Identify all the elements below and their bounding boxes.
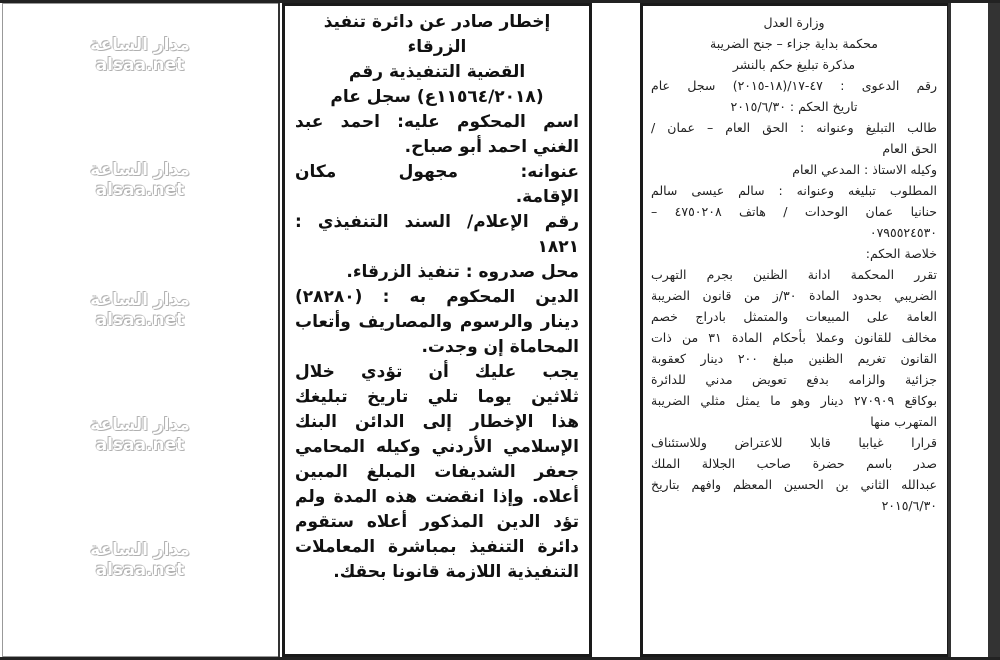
text-line: ١٨٢١ bbox=[537, 237, 579, 257]
text-line: الإسلامي الأردني وكيله المحامي bbox=[295, 437, 579, 457]
text-line: اسم المحكوم عليه: احمد عبد bbox=[295, 112, 579, 132]
text-line: هذا الإخطار إلى الدائن البنك bbox=[295, 412, 579, 432]
execution-notice-box bbox=[282, 3, 592, 657]
text-line: جعفر الشديفات المبلغ المبين bbox=[295, 462, 579, 482]
watermark-arabic: مدار الساعة bbox=[90, 35, 190, 55]
text-line: الحق العام bbox=[882, 141, 937, 156]
text-line: جزائية والزامه بدفع تعويض مدني للدائرة bbox=[651, 372, 937, 387]
watermark-latin: alsaa.net bbox=[95, 55, 185, 75]
text-line: محل صدروه : تنفيذ الزرقاء. bbox=[346, 262, 579, 282]
text-line: رقم الإعلام/ السند التنفيذي : bbox=[295, 212, 579, 232]
watermark bbox=[85, 35, 195, 75]
text-line: القضية التنفيذية رقم bbox=[348, 62, 526, 82]
watermark-arabic: مدار الساعة bbox=[90, 290, 190, 310]
watermark bbox=[85, 290, 195, 330]
watermark-latin: alsaa.net bbox=[95, 435, 185, 455]
text-line: عنوانه: مجهول مكان bbox=[295, 162, 579, 182]
watermark bbox=[85, 415, 195, 455]
text-line: صدر باسم حضرة صاحب الجلالة الملك bbox=[651, 456, 937, 471]
execution-notice-text bbox=[295, 10, 579, 585]
watermark-arabic: مدار الساعة bbox=[90, 160, 190, 180]
text-line: مذكرة تبليغ حكم بالنشر bbox=[732, 57, 856, 72]
watermark-latin: alsaa.net bbox=[95, 180, 185, 200]
court-notice-box bbox=[640, 3, 950, 657]
text-line: مخالف للقانون وعملا بأحكام المادة ٣١ من ذات bbox=[651, 330, 937, 345]
text-line: حنانيا عمان الوحدات / هاتف ٤٧٥٠٢٠٨ – bbox=[651, 204, 937, 219]
watermark-latin: alsaa.net bbox=[95, 560, 185, 580]
text-line: بوكاقع ٢٧٠٩٠٩ دينار وهو ما يمثل مثلي الضريبة bbox=[651, 393, 937, 408]
divider bbox=[948, 3, 951, 657]
text-line: محكمة بداية جزاء – جنح الضريبة bbox=[710, 36, 878, 51]
text-line: عبدالله الثاني بن الحسين المعظم وافهم بتاريخ bbox=[651, 477, 937, 492]
watermark-arabic: مدار الساعة bbox=[90, 540, 190, 560]
text-line: تقرر المحكمة ادانة الظنين بجرم التهرب bbox=[651, 267, 937, 282]
watermark bbox=[85, 160, 195, 200]
text-line: التنفيذية اللازمة قانونا بحقك. bbox=[333, 562, 579, 582]
text-line: دائرة التنفيذ بمباشرة المعاملات bbox=[295, 537, 579, 557]
text-line: دينار والرسوم والمصاريف وأتعاب bbox=[295, 312, 579, 332]
text-line: أعلاه. وإذا انقضت هذه المدة ولم bbox=[295, 487, 579, 507]
text-line: ثلاثين يوما تلي تاريخ تبليغك bbox=[295, 387, 579, 407]
court-notice-text bbox=[651, 12, 937, 516]
text-line: الزرقاء bbox=[407, 37, 467, 57]
text-line: العامة على المبيعات والمتمثل بادراج خصم bbox=[651, 309, 937, 324]
text-line: طالب التبليغ وعنوانه : الحق العام – عمان / bbox=[651, 120, 937, 135]
text-line: قرارا غيابيا قابلا للاعتراض وللاستئناف bbox=[651, 435, 937, 450]
text-line: تؤد الدين المذكور أعلاه ستقوم bbox=[295, 512, 579, 532]
text-line: الإقامة. bbox=[515, 187, 579, 207]
text-line: الغني احمد أبو صباح. bbox=[404, 137, 579, 157]
text-line: (١١٥٦٤/٢٠١٨ع) سجل عام bbox=[330, 87, 544, 107]
text-line: المطلوب تبليغه وعنوانه : سالم عيسى سالم bbox=[651, 183, 937, 198]
text-line: المتهرب منها bbox=[870, 414, 937, 429]
watermark-arabic: مدار الساعة bbox=[90, 415, 190, 435]
divider bbox=[278, 3, 280, 657]
text-line: ٠٧٩٥٥٢٤٥٣٠ bbox=[869, 225, 937, 240]
text-line: الدين المحكوم به : (٢٨٢٨٠) bbox=[295, 287, 579, 307]
watermark-latin: alsaa.net bbox=[95, 310, 185, 330]
text-line: إخطار صادر عن دائرة تنفيذ bbox=[323, 12, 551, 32]
text-line: رقم الدعوى : ٤٧-١٧/(١٨-٢٠١٥) سجل عام bbox=[651, 78, 937, 93]
text-line: المحاماة إن وجدت. bbox=[421, 337, 579, 357]
frame-right-border bbox=[988, 3, 1000, 657]
text-line: خلاصة الحكم: bbox=[865, 246, 937, 261]
watermark bbox=[85, 540, 195, 580]
text-line: الضريبي بحدود المادة ٣٠/ز من قانون الضريبة bbox=[651, 288, 937, 303]
text-line: تاريخ الحكم : ٢٠١٥/٦/٣٠ bbox=[730, 99, 858, 114]
text-line: القانون تغريم الظنين مبلغ ٢٠٠ دينار كعقوبة bbox=[651, 351, 937, 366]
text-line: وزارة العدل bbox=[763, 15, 825, 30]
text-line: وكيله الاستاذ : المدعي العام bbox=[792, 162, 937, 177]
text-line: ٢٠١٥/٦/٣٠ bbox=[881, 498, 937, 513]
text-line: يجب عليك أن تؤدي خلال bbox=[295, 362, 579, 382]
